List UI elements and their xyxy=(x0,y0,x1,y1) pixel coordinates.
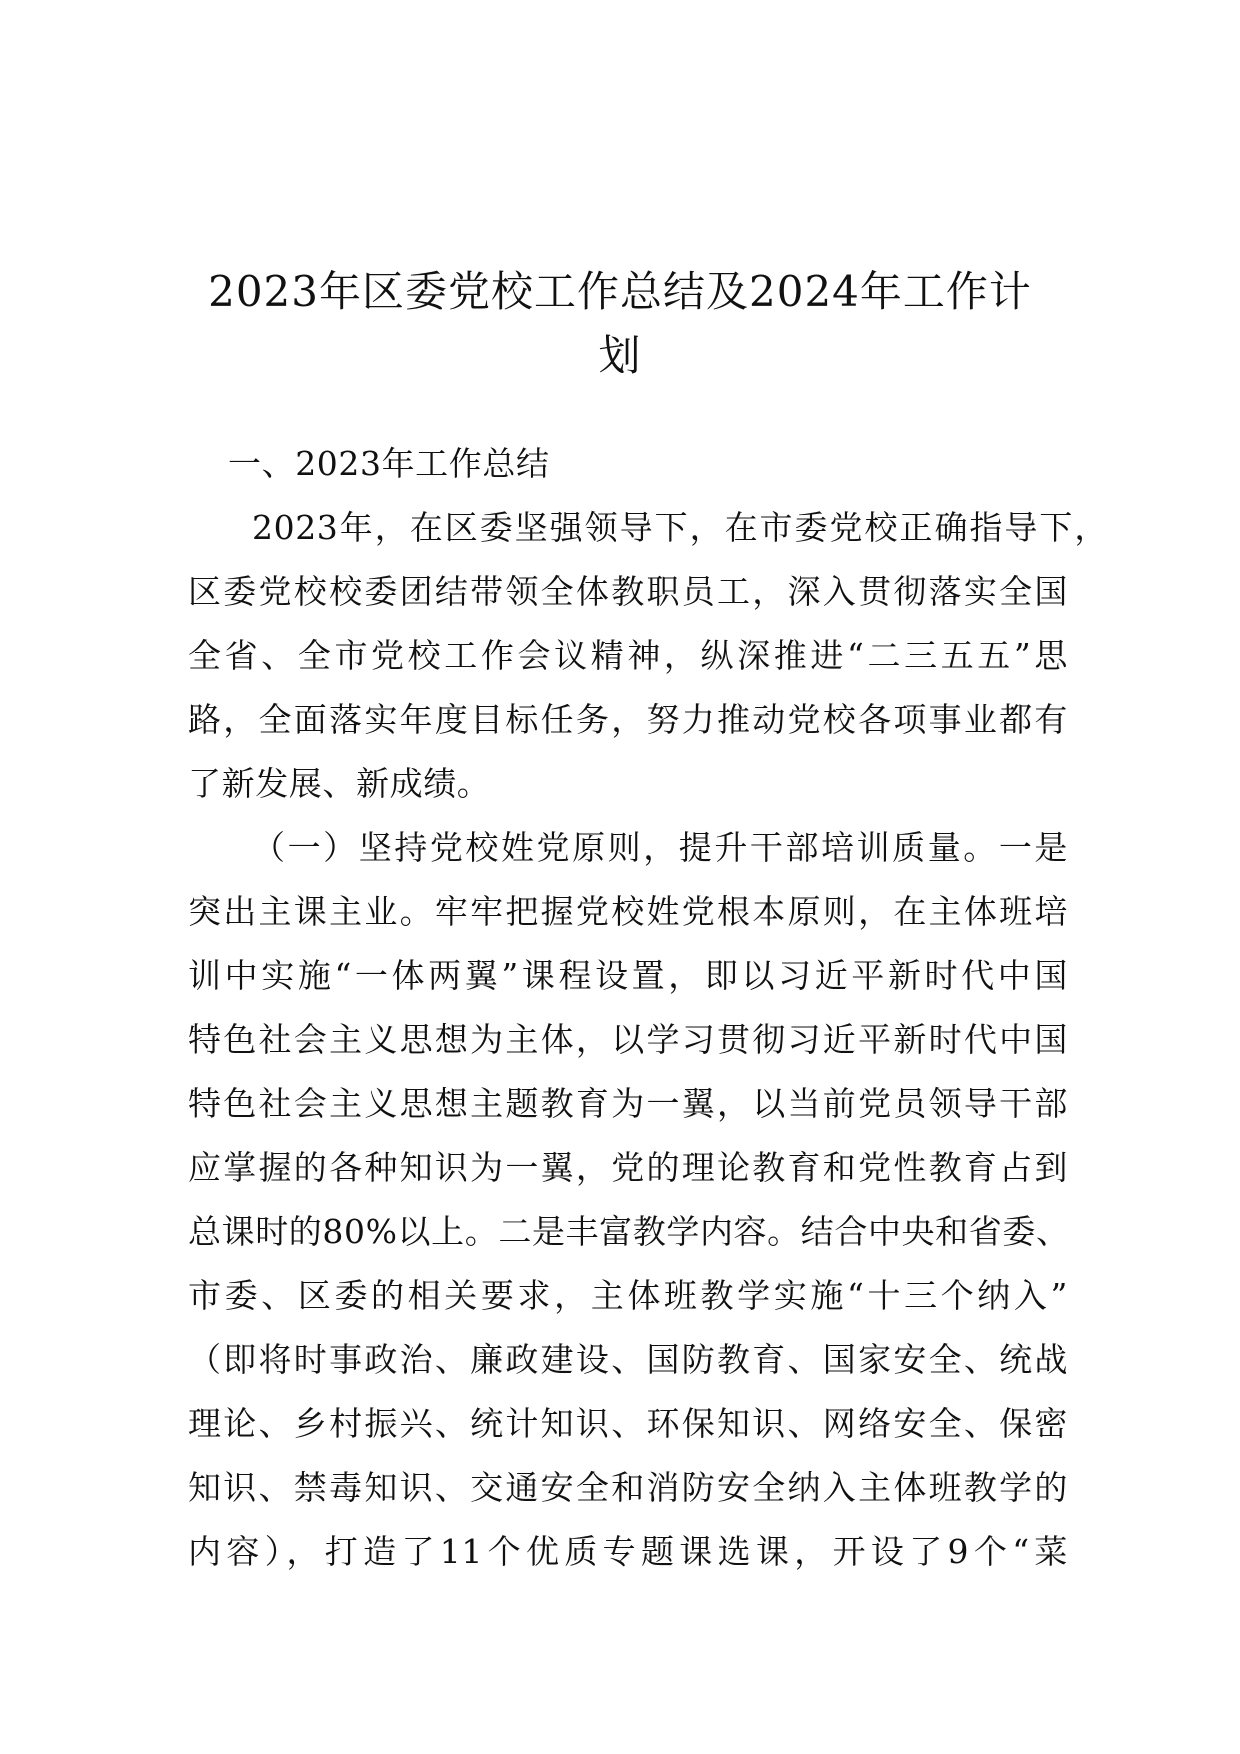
paragraph-line: 区委党校校委团结带领全体教职员工，深入贯彻落实全国 xyxy=(188,572,1068,611)
paragraph-line: （一）坚持党校姓党原则，提升干部培训质量。一是 xyxy=(252,828,1068,867)
paragraph-line: 市委、区委的相关要求，主体班教学实施“十三个纳入” xyxy=(188,1276,1068,1315)
document-title xyxy=(150,260,1090,388)
paragraph-line: 特色社会主义思想为主体，以学习贯彻习近平新时代中国 xyxy=(188,1020,1068,1059)
paragraph-line: 知识、禁毒知识、交通安全和消防安全纳入主体班教学的 xyxy=(188,1468,1068,1507)
paragraph-line: （即将时事政治、廉政建设、国防教育、国家安全、统战 xyxy=(188,1340,1068,1379)
paragraph-line: 2023年，在区委坚强领导下，在市委党校正确指导下， xyxy=(252,508,1108,547)
paragraph-line: 应掌握的各种知识为一翼，党的理论教育和党性教育占到 xyxy=(188,1148,1068,1187)
paragraph-line: 特色社会主义思想主题教育为一翼，以当前党员领导干部 xyxy=(188,1084,1068,1123)
title-line-2: 划 xyxy=(598,331,642,381)
paragraph-line: 了新发展、新成绩。 xyxy=(188,764,491,803)
section-heading: 一、2023年工作总结 xyxy=(228,444,550,483)
paragraph-line: 理论、乡村振兴、统计知识、环保知识、网络安全、保密 xyxy=(188,1404,1068,1443)
paragraph-line: 全省、全市党校工作会议精神，纵深推进“二三五五”思 xyxy=(188,636,1068,675)
paragraph-line: 路，全面落实年度目标任务，努力推动党校各项事业都有 xyxy=(188,700,1068,739)
paragraph-line: 总课时的80%以上。二是丰富教学内容。结合中央和省委、 xyxy=(188,1212,1070,1251)
paragraph-line: 突出主课主业。牢牢把握党校姓党根本原则，在主体班培 xyxy=(188,892,1068,931)
paragraph-line: 内容），打造了11个优质专题课选课，开设了9个“菜 xyxy=(188,1532,1068,1571)
paragraph-line: 训中实施“一体两翼”课程设置，即以习近平新时代中国 xyxy=(188,956,1068,995)
title-line-1: 2023年区委党校工作总结及2024年工作计 xyxy=(208,267,1032,317)
